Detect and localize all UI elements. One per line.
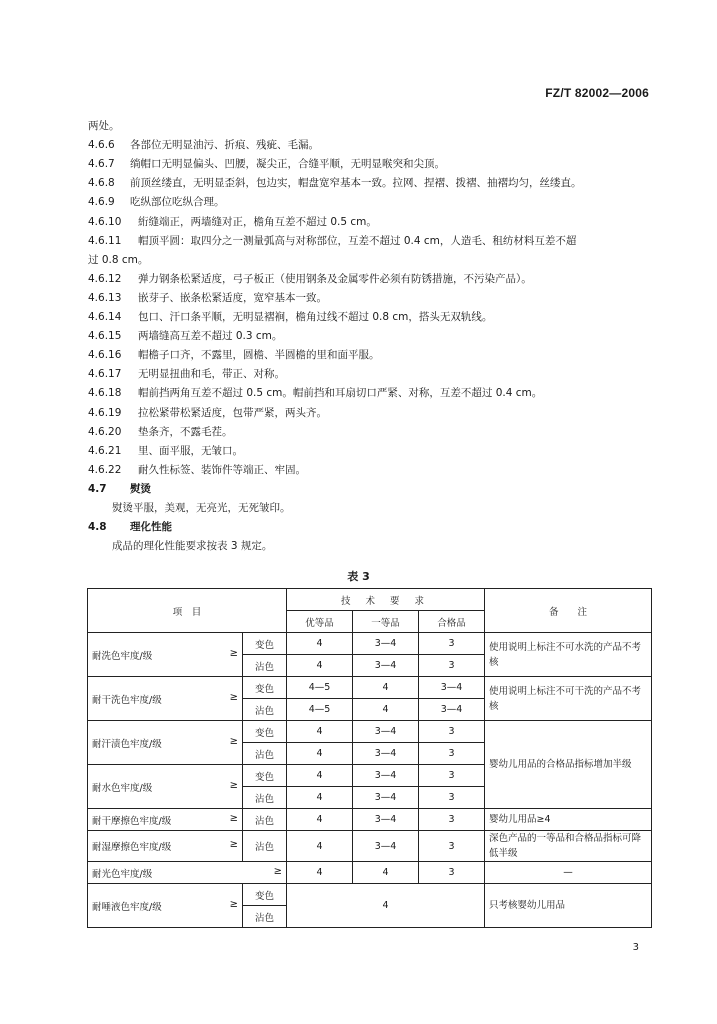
value-cell: 3: [419, 633, 485, 655]
value-cell: 3: [419, 787, 485, 809]
clause-4-8: [88, 520, 172, 534]
value-cell: 4—5: [287, 699, 353, 721]
clause-text: 各部位无明显油污、折痕、残疵、毛漏。: [130, 139, 319, 152]
ge-symbol: ≥: [229, 647, 238, 659]
value-cell: 4: [287, 831, 353, 862]
clause-text: 包口、汗口条平顺，无明显褶裥，檐角过线不超过 0.8 cm，搭头无双轨线。: [138, 311, 493, 323]
value-cell: 3—4: [353, 655, 419, 677]
clause-text: 前顶丝缕直，无明显歪斜，包边实，帽盘宽窄基本一致。拉网、捏褶、拨褶、抽褶均匀，丝缕直。: [130, 177, 582, 190]
value-cell: 3—4: [353, 787, 419, 809]
clause-4-6-21: [88, 444, 243, 458]
value-cell: 3: [419, 743, 485, 765]
clause-number: 4.6.18: [88, 387, 122, 400]
clause-number: 4.8: [88, 521, 107, 534]
page-number: 3: [632, 942, 639, 953]
value-cell: 3: [419, 809, 485, 831]
value-cell: 3—4: [353, 743, 419, 765]
clause-number: 4.6.12: [88, 272, 122, 285]
value-cell: 4: [287, 743, 353, 765]
clause-number: 4.6.8: [88, 177, 115, 190]
value-cell: 4: [287, 809, 353, 831]
clause-number: 4.6.6: [88, 139, 115, 152]
remark-cell: 深色产品的一等品和合格品指标可降低半级: [485, 831, 652, 862]
sub-label: 变色: [243, 765, 287, 787]
sub-label: 变色: [243, 633, 287, 655]
clause-4-6-20: [88, 425, 233, 439]
clause-number: 4.6.14: [88, 311, 122, 323]
header-grade: 一等品: [353, 611, 419, 633]
value-cell: 3—4: [353, 765, 419, 787]
clause-number: 4.6.21: [88, 444, 122, 457]
ge-symbol: ≥: [229, 839, 238, 850]
clause-text: 绱帽口无明显偏头、凹腰，凝尖正，合缝平顺，无明显喉突和尖顶。: [130, 158, 445, 171]
clause-text: 里、面平服，无皱口。: [138, 444, 243, 457]
clause-4-6-12: [88, 272, 532, 286]
clause-text: 弹力钢条松紧适度，弓子板正（使用钢条及金属零件必须有防锈措施，不污染产品）。: [138, 272, 532, 285]
clause-4-6-18: [88, 386, 542, 400]
clause-4-6-22: [88, 463, 306, 477]
item-cell: [88, 809, 243, 831]
table-row: [88, 862, 652, 884]
table-row: [88, 809, 652, 831]
clause-4-6-15: [88, 329, 282, 343]
clause-4-6-7: [88, 157, 445, 171]
sub-label: 变色: [243, 721, 287, 743]
ge-symbol: ≥: [229, 691, 238, 703]
clause-number: 4.6.17: [88, 368, 122, 381]
clause-text: 过 0.8 cm。: [88, 253, 149, 266]
item-cell: [88, 765, 243, 809]
clause-number: 4.6.7: [88, 158, 115, 171]
sub-label: 沾色: [243, 699, 287, 721]
item-label: 耐干洗色牢度/级: [92, 694, 162, 706]
table-header-row: [88, 589, 652, 611]
remark-cell: 只考核婴幼儿用品: [485, 884, 652, 928]
item-label: 耐湿摩擦色牢度/级: [92, 842, 172, 853]
value-cell: 4: [287, 655, 353, 677]
ge-symbol: ≥: [229, 779, 238, 791]
clause-4-6-10: [88, 215, 377, 229]
header-item: 项 目: [88, 589, 287, 633]
clause-4-6-9: [88, 195, 225, 209]
ge-symbol: ≥: [229, 812, 238, 824]
value-cell: 3—4: [419, 699, 485, 721]
value-cell: 4: [287, 633, 353, 655]
item-label: 耐洗色牢度/级: [92, 650, 153, 662]
value-cell: 3: [419, 721, 485, 743]
body-line: [88, 119, 120, 133]
item-cell: [88, 884, 243, 928]
clause-number: 4.6.19: [88, 406, 122, 419]
clause-text: 拉松紧带松紧适度，包带严紧，两头齐。: [138, 406, 327, 419]
doc-header: FZ/T 82002—2006: [545, 86, 649, 100]
ge-symbol: ≥: [229, 898, 238, 910]
clause-text: 成品的理化性能要求按表 3 规定。: [112, 540, 273, 553]
remark-cell: —: [485, 862, 652, 884]
clause-text: 两处。: [88, 120, 120, 132]
clause-text: 絎缝端正，两墙缝对正，檐角互差不超过 0.5 cm。: [138, 215, 377, 228]
item-label: 耐唾液色牢度/级: [92, 901, 162, 913]
sub-label: 沾色: [243, 831, 287, 862]
clause-4-6-16: [88, 348, 380, 362]
clause-4-6-6: [88, 138, 319, 152]
clause-text: 帽檐子口齐，不露里，圆檐、半圆檐的里和面平服。: [138, 349, 380, 362]
value-cell: 3—4: [353, 633, 419, 655]
clause-4-6-17: [88, 367, 285, 381]
clause-text: 熨烫: [130, 482, 151, 495]
sub-label: 沾色: [243, 906, 287, 928]
sub-label: 沾色: [243, 809, 287, 831]
value-cell: 4—5: [287, 677, 353, 699]
sub-label: 沾色: [243, 743, 287, 765]
sub-label: 沾色: [243, 787, 287, 809]
value-cell: 3—4: [353, 721, 419, 743]
clause-4-6-11: [88, 234, 576, 248]
header-grade: 优等品: [287, 611, 353, 633]
clause-text: 耐久性标签、装饰件等端正、牢固。: [138, 463, 306, 476]
body-line: [112, 501, 291, 515]
clause-4-6-13: [88, 291, 327, 305]
value-cell: 4: [353, 699, 419, 721]
header-tech: 技 术 要 求: [287, 589, 485, 611]
value-cell: 3: [419, 765, 485, 787]
remark-cell: 婴幼儿用品的合格品指标增加半级: [485, 721, 652, 809]
sub-label: 变色: [243, 884, 287, 906]
header-remark: 备 注: [485, 589, 652, 633]
body-line: [88, 253, 148, 267]
value-cell: 4: [353, 862, 419, 884]
value-cell: 4: [287, 884, 485, 928]
value-cell: 4: [287, 787, 353, 809]
item-cell: [88, 677, 243, 721]
sub-label: 沾色: [243, 655, 287, 677]
item-cell: [88, 831, 243, 862]
item-label: 耐汗渍色牢度/级: [92, 738, 162, 750]
value-cell: 4: [353, 677, 419, 699]
value-cell: 3: [419, 831, 485, 862]
clause-text: 两墙缝高互差不超过 0.3 cm。: [138, 330, 283, 343]
clause-4-6-8: [88, 176, 582, 190]
clause-text: 无明显扭曲和毛，带正、对称。: [138, 368, 285, 381]
item-cell: [88, 721, 243, 765]
clause-number: 4.6.20: [88, 425, 122, 438]
body-line: [112, 539, 272, 553]
item-label: 耐干摩擦色牢度/级: [92, 815, 172, 827]
clause-number: 4.6.10: [88, 215, 122, 228]
value-cell: 3—4: [353, 809, 419, 831]
table-row: [88, 677, 652, 699]
value-cell: 3: [419, 655, 485, 677]
value-cell: 4: [287, 765, 353, 787]
ge-symbol: ≥: [229, 735, 238, 747]
clause-number: 4.6.22: [88, 463, 122, 476]
clause-text: 垫条齐，不露毛茬。: [138, 425, 233, 438]
remark-cell: 使用说明上标注不可干洗的产品不考核: [485, 677, 652, 721]
table-row: [88, 831, 652, 862]
item-label: 耐水色牢度/级: [92, 782, 153, 794]
remark-cell: 婴幼儿用品≥4: [485, 809, 652, 831]
clause-4-6-14: [88, 310, 492, 324]
header-grade: 合格品: [419, 611, 485, 633]
value-cell: 3—4: [419, 677, 485, 699]
value-cell: 4: [287, 862, 353, 884]
table-caption: 表 3: [347, 570, 370, 583]
ge-symbol: ≥: [273, 865, 283, 877]
value-cell: 3—4: [353, 831, 419, 862]
remark-cell: 使用说明上标注不可水洗的产品不考核: [485, 633, 652, 677]
table-row: [88, 721, 652, 743]
clause-number: 4.6.15: [88, 330, 122, 343]
item-label: 耐光色牢度/级: [92, 868, 153, 880]
clause-number: 4.6.13: [88, 291, 122, 304]
table-row: [88, 884, 652, 906]
clause-text: 帽前挡两角互差不超过 0.5 cm。帽前挡和耳扇切口严紧、对称，互差不超过 0.4 cm。: [138, 387, 543, 400]
clause-text: 嵌芽子、嵌条松紧适度，宽窄基本一致。: [138, 291, 327, 304]
item-cell: [88, 862, 287, 884]
clause-number: 4.6.9: [88, 196, 115, 209]
clause-4-6-19: [88, 406, 327, 420]
clause-number: 4.7: [88, 482, 107, 495]
clause-4-7: [88, 482, 151, 496]
sub-label: 变色: [243, 677, 287, 699]
clause-text: 吃纵部位吃纵合理。: [130, 196, 225, 209]
value-cell: 3: [419, 862, 485, 884]
value-cell: 4: [287, 721, 353, 743]
clause-number: 4.6.16: [88, 349, 122, 362]
clause-text: 帽顶平圆：取四分之一测量弧高与对称部位，互差不超过 0.4 cm，人造毛、租纺材料互差不超: [138, 234, 577, 247]
clause-number: 4.6.11: [88, 234, 122, 247]
table-3: [87, 588, 652, 928]
item-cell: [88, 633, 243, 677]
table-row: [88, 633, 652, 655]
clause-text: 熨烫平服，美观，无亮光，无死皱印。: [112, 502, 291, 514]
clause-text: 理化性能: [130, 521, 172, 534]
